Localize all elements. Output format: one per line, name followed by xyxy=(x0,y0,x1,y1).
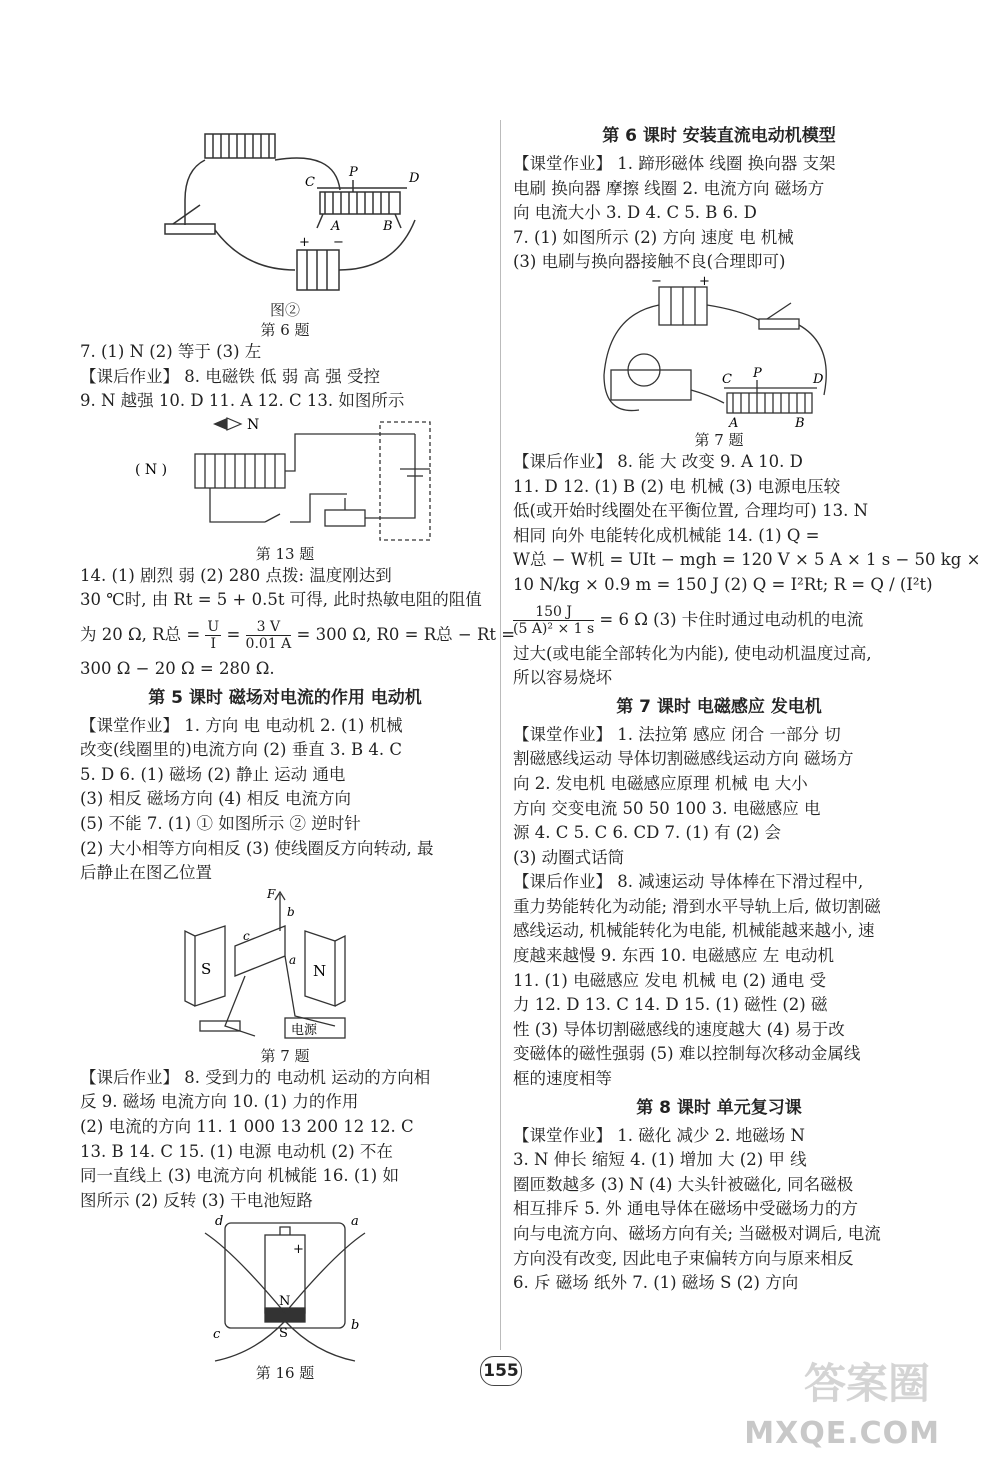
answer-line: 5. D 6. (1) 磁场 (2) 静止 运动 通电 xyxy=(80,764,346,784)
page-number: 155 xyxy=(480,1356,522,1386)
answer-line: 10 N/kg × 0.9 m = 150 J (2) Q = I²Rt; R = Q / (I²t) xyxy=(513,574,933,594)
fig-c-letter: b xyxy=(287,904,295,919)
fig-a-letter: P xyxy=(349,165,358,180)
answer-line: 过大(或电能全部转化为内能), 使电动机温度过高, xyxy=(513,643,872,663)
watermark-url: MXQE.COM xyxy=(744,1416,940,1451)
fig-c-letter: a xyxy=(289,952,297,967)
answer-line: 图所示 (2) 反转 (3) 干电池短路 xyxy=(80,1190,313,1210)
answer-line: 7. (1) 如图所示 (2) 方向 速度 电 机械 xyxy=(513,227,794,247)
answer-line: (3) 电刷与换向器接触不良(合理即可) xyxy=(513,252,786,272)
figure-q7-motor-circuit xyxy=(599,275,839,430)
answer-line: 向 电流大小 3. D 4. C 5. B 6. D xyxy=(513,203,757,223)
fig-e-letter: P xyxy=(753,365,762,381)
figure-q16-field xyxy=(195,1213,375,1363)
answer-line: 电刷 换向器 摩擦 线圈 2. 电流方向 磁场方 xyxy=(513,178,825,198)
fig-a-letter: B xyxy=(383,219,393,234)
answer-line: 11. (1) 电磁感应 发电 机械 电 (2) 通电 受 xyxy=(513,970,826,990)
answer-line: 变磁体的磁性强弱 (5) 难以控制每次移动金属线 xyxy=(513,1044,861,1064)
fig-e-letter: − xyxy=(651,273,662,289)
fig-d-letter: b xyxy=(351,1318,360,1334)
answer-line: 【课后作业】 8. 受到力的 电动机 运动的方向相 xyxy=(80,1067,431,1087)
fig-a-letter: A xyxy=(331,219,341,234)
eq-fraction-1: $\frac{U}{I}$ xyxy=(207,618,220,652)
eq-fraction-2: $\frac{3 V}{0.01 A}$ xyxy=(245,618,292,652)
fig-e-letter: + xyxy=(699,273,710,289)
lesson-8-heading: 第 8 课时 单元复习课 xyxy=(636,1097,802,1118)
answer-line: 同一直线上 (3) 电流方向 机械能 16. (1) 如 xyxy=(80,1166,399,1186)
answer-line: 反 9. 磁场 电流方向 10. (1) 力的作用 xyxy=(80,1092,359,1112)
figure-e-caption: 第 7 题 xyxy=(694,430,744,449)
answer-line: 【课后作业】 8. 减速运动 导体棒在下滑过程中, xyxy=(513,872,864,892)
answer-line: 【课堂作业】 1. 法拉第 感应 闭合 一部分 切 xyxy=(513,724,841,744)
answer-line: 11. D 12. (1) B (2) 电 机械 (3) 电源电压较 xyxy=(513,476,841,496)
answer-line: 6. 斥 磁场 纸外 7. (1) 磁场 S (2) 方向 xyxy=(513,1273,799,1293)
answer-line: W总 − W机 = UIt − mgh = 120 V × 5 A × 1 s − 50 kg × xyxy=(513,550,981,570)
fig-c-s: S xyxy=(201,959,212,978)
fig-d-letter: d xyxy=(215,1214,224,1230)
fig-e-letter: C xyxy=(722,371,732,387)
answer-line: (2) 大小相等方向相反 (3) 使线圈反方向转动, 最 xyxy=(80,838,434,858)
answer-line: 重力势能转化为动能; 滑到水平导轨上后, 做切割磁 xyxy=(513,896,881,916)
answer-line: 割磁感线运动 导体切割磁感线运动方向 磁场方 xyxy=(513,749,854,769)
answer-line: 13. B 14. C 15. (1) 电源 电动机 (2) 不在 xyxy=(80,1141,393,1161)
right-column xyxy=(513,120,981,1296)
answer-line: 【课堂作业】 1. 磁化 减少 2. 地磁场 N xyxy=(513,1125,805,1145)
eq2-fraction: $\frac{150 J}{\text{(5 A)² × 1 s}}$ xyxy=(513,603,595,637)
lesson-6-heading: 第 6 课时 安装直流电动机模型 xyxy=(602,126,836,146)
figure-a-caption: 第 6 题 xyxy=(260,321,310,339)
answer-line: 300 Ω − 20 Ω = 280 Ω. xyxy=(80,658,275,678)
fig-d-letter: a xyxy=(351,1214,359,1230)
eq-suffix: = 300 Ω, R0 = R总 − Rt = xyxy=(291,624,516,644)
figure-q13-circuit xyxy=(135,414,435,544)
fig-e-letter: B xyxy=(795,415,805,431)
fig-e-letter: A xyxy=(729,415,739,431)
figure-a-label: 图② xyxy=(269,301,300,319)
answer-line: 源 4. C 5. C 6. CD 7. (1) 有 (2) 会 xyxy=(513,823,782,843)
watermark-logo: 答案圈 xyxy=(803,1359,930,1408)
fig-c-letter: F xyxy=(267,886,276,901)
answer-line: 度越来越慢 9. 东西 10. 电磁感应 左 电动机 xyxy=(513,946,834,966)
eq-prefix: 为 20 Ω, R总 = xyxy=(80,624,206,644)
answer-line: 力 12. D 13. C 14. D 15. (1) 磁性 (2) 磁 xyxy=(513,995,828,1015)
answer-line: 向 2. 发电机 电磁感应原理 机械 电 大小 xyxy=(513,773,808,793)
fig-c-source: 电源 xyxy=(291,1022,318,1038)
answer-line: 低(或开始时线圈处在平衡位置, 合理均可) 13. N xyxy=(513,501,869,521)
answer-line: 所以容易烧坏 xyxy=(513,668,612,688)
equation-line xyxy=(513,598,925,642)
answer-line: (3) 相反 磁场方向 (4) 相反 电流方向 xyxy=(80,789,351,809)
fig-e-letter: D xyxy=(813,371,824,387)
answer-line: 3. N 伸长 缩短 4. (1) 增加 大 (2) 甲 线 xyxy=(513,1150,807,1170)
figure-d-caption: 第 16 题 xyxy=(255,1364,315,1383)
column-divider xyxy=(500,120,501,1350)
answer-line: 后静止在图乙位置 xyxy=(80,863,212,883)
fig-d-letter: N xyxy=(279,1294,291,1310)
equation-line: 为 20 Ω, R总 = $\frac{U}{I}$ = $\frac{3 V}{0.01 A}$ = 300 Ω, R0 = R总 − Rt = xyxy=(80,618,516,652)
answer-line: 9. N 越强 10. D 11. A 12. C 13. 如图所示 xyxy=(80,391,405,411)
figure-c-caption: 第 7 题 xyxy=(260,1046,310,1065)
lesson-7-heading: 第 7 课时 电磁感应 发电机 xyxy=(616,696,822,717)
figure-q7-motor xyxy=(185,886,385,1046)
answer-line: 方向 交变电流 50 50 100 3. 电磁感应 电 xyxy=(513,798,821,818)
fig-c-letter: c xyxy=(243,928,250,943)
fig-a-letter: D xyxy=(409,171,420,186)
fig-d-letter: S xyxy=(279,1326,288,1342)
answer-line: 【课后作业】 8. 电磁铁 低 弱 高 强 受控 xyxy=(80,366,380,386)
fig-a-letter: − xyxy=(333,235,344,250)
lesson-5-heading: 第 5 课时 磁场对电流的作用 电动机 xyxy=(148,687,422,708)
answer-line: (3) 动圈式话筒 xyxy=(513,847,625,867)
answer-line: 性 (3) 导体切割磁感线的速度越大 (4) 易于改 xyxy=(513,1019,845,1039)
answer-line: 14. (1) 剧烈 弱 (2) 280 点拨: 温度刚达到 xyxy=(80,565,392,585)
answer-line: 圈匝数越多 (3) N (4) 大头针被磁化, 同名磁极 xyxy=(513,1174,854,1194)
figure-q6-circuit xyxy=(145,120,425,300)
fig-b-n: N xyxy=(247,416,260,433)
eq2-suffix: = 6 Ω (3) 卡住时通过电动机的电流 xyxy=(594,609,864,629)
fig-a-letter: + xyxy=(299,235,310,250)
answer-line: 框的速度相等 xyxy=(513,1069,612,1089)
fig-b-paren-n: ( N ) xyxy=(135,461,168,478)
answer-line: 7. (1) N (2) 等于 (3) 左 xyxy=(80,342,262,361)
fig-a-letter: C xyxy=(305,175,315,190)
fig-d-letter: c xyxy=(213,1327,221,1343)
fig-c-n: N xyxy=(313,961,327,980)
figure-b-caption: 第 13 题 xyxy=(255,544,315,563)
answer-line: 30 ℃时, 由 Rt = 5 + 0.5t 可得, 此时热敏电阻的阻值 xyxy=(80,590,482,610)
answer-line: (5) 不能 7. (1) ① 如图所示 ② 逆时针 xyxy=(80,813,361,833)
answer-line: 方向没有改变, 因此电子束偏转方向与原来相反 xyxy=(513,1248,854,1268)
answer-line: 【课堂作业】 1. 蹄形磁体 线圈 换向器 支架 xyxy=(513,154,836,173)
answer-line: (2) 电流的方向 11. 1 000 13 200 12 12. C xyxy=(80,1116,414,1136)
answer-line: 相互排斥 5. 外 通电导体在磁场中受磁场力的方 xyxy=(513,1199,858,1219)
answer-line: 改变(线圈里的)电流方向 (2) 垂直 3. B 4. C xyxy=(80,740,402,760)
answer-line: 【课堂作业】 1. 方向 电 电动机 2. (1) 机械 xyxy=(80,715,403,735)
answer-line: 向与电流方向、磁场方向有关; 当磁极对调后, 电流 xyxy=(513,1224,881,1243)
answer-line: 感线运动, 机械能转化为电能, 机械能越来越小, 速 xyxy=(513,921,875,941)
answer-line: 相同 向外 电能转化成机械能 14. (1) Q = xyxy=(513,525,820,545)
answer-line: 【课后作业】 8. 能 大 改变 9. A 10. D xyxy=(513,451,803,471)
fig-d-letter: + xyxy=(293,1242,304,1258)
